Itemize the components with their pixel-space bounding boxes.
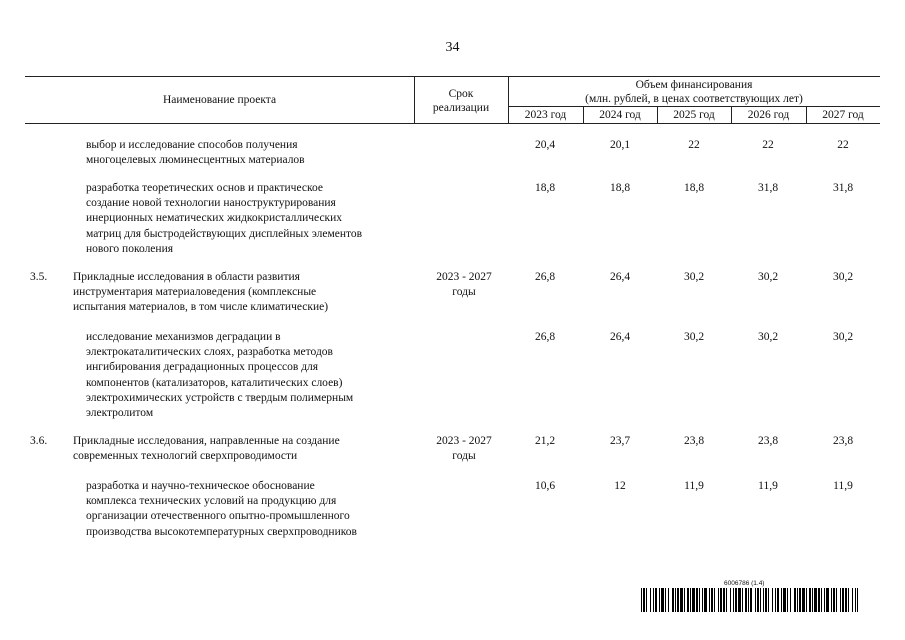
barcode-bar — [797, 588, 798, 612]
barcode-bar — [748, 588, 749, 612]
barcode-bar — [643, 588, 645, 612]
row-value: 26,8 — [534, 331, 556, 343]
barcode-bar — [730, 588, 731, 612]
row-value: 30,2 — [832, 331, 854, 343]
row-number: 3.5. — [30, 271, 48, 283]
barcode-bar — [655, 588, 657, 612]
row-value: 23,8 — [683, 435, 705, 447]
row-value: 20,4 — [534, 139, 556, 151]
row-value: 26,8 — [534, 271, 556, 283]
barcode-bar — [772, 588, 773, 612]
barcode-bar — [672, 588, 674, 612]
barcode-bar — [733, 588, 734, 612]
barcode-bar — [677, 588, 679, 612]
barcode-bar — [836, 588, 837, 612]
barcode-bar — [720, 588, 722, 612]
row-value: 18,8 — [609, 182, 631, 194]
barcode-bar — [790, 588, 791, 612]
barcode-bar — [659, 588, 660, 612]
barcode-bar — [699, 588, 700, 612]
row-value: 30,2 — [757, 331, 779, 343]
barcode-bar — [857, 588, 858, 612]
barcode-bar — [641, 588, 642, 612]
barcode-bar — [714, 588, 715, 612]
header-year: 2024 год — [599, 109, 641, 121]
barcode-bar — [831, 588, 832, 612]
header-funding-subtitle: (млн. рублей, в ценах соответствующих лет) — [585, 93, 803, 105]
barcode-bar — [668, 588, 669, 612]
barcode-bar — [765, 588, 767, 612]
row-number: 3.6. — [30, 435, 48, 447]
barcode-bar — [818, 588, 820, 612]
row-description: разработка и научно-техническое обоснование комплекса технических условий на продукцию для организации отечественного опытно-промышленного производства высокотемпературных сверхпроводников — [86, 480, 357, 538]
barcode-bar — [806, 588, 807, 612]
row-value: 23,8 — [757, 435, 779, 447]
barcode-bar — [684, 588, 685, 612]
barcode-bar — [718, 588, 719, 612]
row-value: 20,1 — [609, 139, 631, 151]
row-value: 22 — [688, 139, 700, 151]
barcode-bar — [783, 588, 786, 612]
row-value: 12 — [614, 480, 626, 492]
barcode-bar — [824, 588, 825, 612]
barcode-bar — [646, 588, 647, 612]
row-value: 30,2 — [757, 271, 779, 283]
barcode-bar — [840, 588, 841, 612]
barcode-bar — [742, 588, 743, 612]
row-description: Прикладные исследования, направленные на создание современных технологий сверхпроводимости — [73, 435, 340, 463]
row-term: 2023 - 2027 годы — [436, 271, 492, 298]
barcode-bar — [826, 588, 829, 612]
barcode-bar — [702, 588, 703, 612]
barcode-bar — [777, 588, 779, 612]
header-year: 2025 год — [673, 109, 715, 121]
barcode-bar — [680, 588, 683, 612]
barcode-bar — [760, 588, 761, 612]
row-value: 23,8 — [832, 435, 854, 447]
header-funding-title: Объем финансирования — [635, 79, 753, 91]
row-value: 26,4 — [609, 271, 631, 283]
barcode-id: 6006786 (1.4) — [724, 580, 765, 587]
row-value: 31,8 — [832, 182, 854, 194]
barcode-bar — [855, 588, 856, 612]
barcode-bar — [709, 588, 710, 612]
header-year: 2027 год — [822, 109, 864, 121]
barcode-bar — [794, 588, 796, 612]
header-year: 2023 год — [524, 109, 567, 121]
row-value: 11,9 — [833, 480, 853, 492]
barcode-bar — [711, 588, 713, 612]
row-term: 2023 - 2027 годы — [436, 435, 492, 462]
header-year: 2026 год — [747, 109, 790, 121]
barcode-bar — [653, 588, 654, 612]
row-value: 18,8 — [534, 182, 556, 194]
barcode-bar — [852, 588, 853, 612]
barcode-bar — [833, 588, 835, 612]
barcode-bar — [675, 588, 676, 612]
table-top-rule — [25, 76, 880, 77]
barcode-bar — [812, 588, 813, 612]
row-value: 30,2 — [832, 271, 854, 283]
row-value: 22 — [837, 139, 849, 151]
barcode-bar — [787, 588, 788, 612]
row-value: 11,9 — [684, 480, 704, 492]
row-description: Прикладные исследования в области развития инструментария материаловедения (комплексные испытания материалов, в том числе климатические) — [73, 271, 329, 314]
row-value: 26,4 — [609, 331, 631, 343]
barcode-bar — [821, 588, 822, 612]
barcode-bar — [738, 588, 741, 612]
barcode-bar — [845, 588, 847, 612]
header-term: Срок реализации — [432, 88, 490, 114]
barcode-bar — [696, 588, 698, 612]
barcode-bar — [775, 588, 776, 612]
row-value: 22 — [762, 139, 774, 151]
barcode-bar — [842, 588, 844, 612]
barcode-bar — [692, 588, 695, 612]
barcode-bar — [650, 588, 651, 612]
barcode-bar — [690, 588, 691, 612]
barcode-bar — [726, 588, 727, 612]
page-number: 34 — [445, 40, 460, 55]
barcode-bar — [809, 588, 811, 612]
barcode-bar — [848, 588, 849, 612]
row-value: 31,8 — [757, 182, 779, 194]
years-rule — [508, 106, 880, 107]
row-value: 18,8 — [683, 182, 705, 194]
barcode-bar — [750, 588, 752, 612]
header-bottom-rule — [25, 123, 880, 124]
barcode-bar — [735, 588, 737, 612]
barcode-bar — [665, 588, 666, 612]
row-value: 23,7 — [609, 435, 631, 447]
barcode-bar — [755, 588, 756, 612]
row-value: 10,6 — [534, 480, 556, 492]
barcode-bar — [687, 588, 689, 612]
barcode-bar — [802, 588, 805, 612]
barcode-bar — [781, 588, 782, 612]
barcode-bar — [768, 588, 769, 612]
row-value: 30,2 — [683, 331, 705, 343]
row-value: 30,2 — [683, 271, 705, 283]
row-value: 21,2 — [534, 435, 556, 447]
barcode-bar — [757, 588, 759, 612]
header-project-name: Наименование проекта — [162, 94, 277, 106]
barcode-bar — [704, 588, 707, 612]
barcode-bar — [661, 588, 664, 612]
row-description: выбор и исследование способов получения многоцелевых люминесцентных материалов — [86, 139, 305, 167]
row-value: 11,9 — [758, 480, 778, 492]
barcode-bar — [799, 588, 801, 612]
barcode — [641, 588, 858, 612]
barcode-bar — [723, 588, 725, 612]
barcode-bar — [745, 588, 747, 612]
row-description: разработка теоретических основ и практическое создание новой технологии наноструктурирования инерционных нематических жидкокристаллических матриц для быстродействующих дисплейных элементов нового поколения — [86, 182, 363, 255]
barcode-bar — [814, 588, 817, 612]
barcode-bar — [763, 588, 764, 612]
row-description: исследование механизмов деградации в электрокаталитических слоях, разработка методов ингибирования деградационных процессов для компонентов (катализаторов, каталитических слоев) электрохимических устройств с твердым полимерным электролитом — [86, 331, 354, 420]
